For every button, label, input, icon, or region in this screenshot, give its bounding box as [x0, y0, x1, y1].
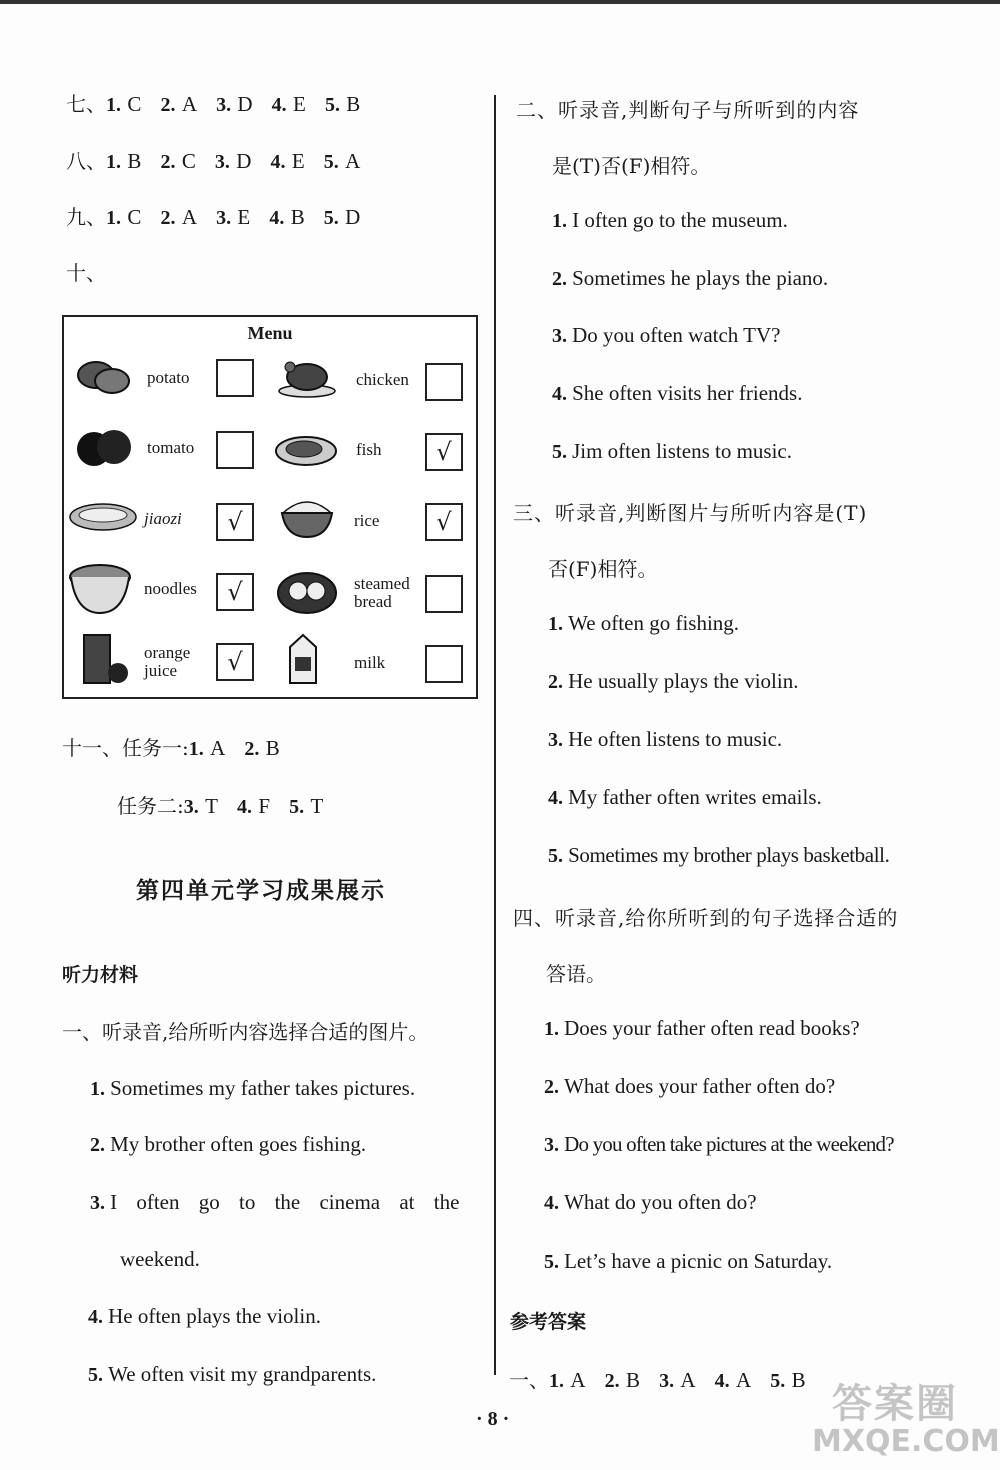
item-number: 1.	[552, 210, 567, 232]
part2-item	[552, 439, 792, 464]
item-text: He usually plays the violin.	[568, 669, 799, 693]
item-number: 3.	[544, 1134, 559, 1156]
item-text: What does your father often do?	[564, 1074, 836, 1098]
item-text: Jim often listens to music.	[572, 439, 792, 463]
part2-item	[552, 323, 780, 348]
part1-item	[88, 1304, 321, 1329]
checkbox-orange-juice[interactable]: √	[216, 643, 254, 681]
row-prefix: 一、	[509, 1368, 549, 1392]
item-number: 2.	[552, 268, 567, 290]
item-text: My father often writes emails.	[568, 785, 822, 809]
part3-item	[548, 785, 822, 810]
watermark-logo: 答案圈	[832, 1381, 958, 1427]
answer-row-7	[66, 88, 360, 117]
item-text: Sometimes my brother plays basketball.	[568, 843, 890, 867]
column-divider	[494, 95, 496, 1375]
page-number: · 8 ·	[476, 1408, 510, 1430]
part3-title-line1: 三、听录音,判断图片与所听内容是(T)	[513, 501, 868, 525]
item-number: 1.	[188, 738, 204, 760]
item-number: 4.	[269, 207, 285, 229]
item-number: 5.	[770, 1370, 786, 1392]
item-number: 3.	[216, 94, 232, 116]
item-text: Do you often watch TV?	[572, 323, 781, 347]
item-answer: B	[265, 736, 280, 760]
item-text: We often go fishing.	[568, 611, 740, 635]
part3-title-line2: 否(F)相符。	[548, 557, 658, 581]
potato-icon	[74, 355, 132, 397]
checkbox-rice[interactable]: √	[425, 503, 463, 541]
checkbox-steamed-bread[interactable]	[425, 575, 463, 613]
part4-title-line2: 答语。	[546, 962, 606, 986]
item-answer: D	[345, 205, 361, 229]
item-number: 4.	[271, 94, 287, 116]
item-number: 2.	[604, 1370, 620, 1392]
part3-item	[548, 669, 798, 694]
item-answer: C	[181, 149, 196, 173]
reference-answers-title: 参考答案	[510, 1311, 587, 1333]
part4-item	[544, 1132, 894, 1157]
item-answer: B	[791, 1368, 806, 1392]
part3-item	[548, 843, 889, 868]
item-number: 5.	[289, 796, 305, 818]
part1-item	[90, 1132, 366, 1157]
part3-item	[548, 727, 782, 752]
part4-item	[544, 1190, 757, 1215]
item-answer: D	[236, 149, 252, 173]
reference-answer-row-1	[509, 1364, 806, 1393]
part1-item	[90, 1190, 459, 1215]
part2-item	[552, 381, 802, 406]
part4-title-line1: 四、听录音,给你所听到的句子选择合适的	[513, 906, 899, 930]
item-number: 3.	[552, 325, 567, 347]
watermark-url: MXQE.COM	[812, 1424, 1000, 1459]
item-number: 2.	[160, 207, 176, 229]
item-answer: C	[127, 205, 142, 229]
item-number: 5.	[552, 441, 567, 463]
orange-juice-icon	[78, 631, 132, 687]
menu-item-milk: milk	[354, 653, 386, 672]
item-text: He often listens to music.	[568, 727, 783, 751]
menu-item-steamed-bread: steamed bread	[354, 574, 410, 611]
item-number: 5.	[323, 151, 339, 173]
menu-item-tomato: tomato	[147, 438, 195, 457]
item-answer: A	[181, 92, 197, 116]
item-number: 5.	[323, 207, 339, 229]
menu-item-noodles: noodles	[144, 579, 197, 598]
item-number: 4.	[544, 1192, 559, 1214]
part2-item	[552, 208, 788, 233]
item-number: 3.	[548, 729, 563, 751]
checkbox-milk[interactable]	[425, 645, 463, 683]
menu-item-fish: fish	[356, 440, 382, 459]
milk-carton-icon	[286, 633, 320, 685]
item-number: 2.	[90, 1134, 105, 1156]
row-prefix: 十一、任务一:	[62, 736, 189, 760]
item-number: 1.	[548, 613, 563, 635]
item-answer: E	[293, 92, 306, 116]
item-number: 1.	[90, 1078, 105, 1100]
part1-item-continued	[120, 1247, 200, 1272]
item-number: 1.	[106, 94, 121, 116]
item-answer: A	[680, 1368, 696, 1392]
item-number: 5.	[548, 845, 563, 867]
item-text: Sometimes my father takes pictures.	[110, 1076, 416, 1100]
roast-chicken-icon	[276, 355, 338, 399]
item-number: 3.	[216, 207, 232, 229]
checkbox-tomato[interactable]	[216, 431, 254, 469]
item-number: 1.	[549, 1370, 564, 1392]
item-number: 4.	[548, 787, 563, 809]
part3-item	[548, 611, 739, 636]
item-text: Let’s have a picnic on Saturday.	[564, 1249, 833, 1273]
item-number: 5.	[88, 1364, 103, 1386]
checkbox-potato[interactable]	[216, 359, 254, 397]
answer-row-11-task2	[117, 790, 323, 819]
item-answer: T	[310, 794, 324, 818]
item-text: She often visits her friends.	[572, 381, 803, 405]
item-text: What do you often do?	[564, 1190, 757, 1214]
checkbox-jiaozi[interactable]: √	[216, 503, 254, 541]
item-text: Does your father often read books?	[564, 1016, 860, 1040]
menu-item-orange-juice: orange juice	[144, 643, 191, 680]
answer-row-11-task1	[62, 732, 280, 761]
item-number: 4.	[714, 1370, 730, 1392]
item-answer: E	[291, 149, 305, 173]
item-answer: E	[237, 205, 251, 229]
item-number: 4.	[88, 1306, 103, 1328]
item-answer: D	[237, 92, 253, 116]
item-answer: A	[345, 149, 361, 173]
item-answer: B	[346, 92, 361, 116]
item-answer: A	[181, 205, 197, 229]
tomato-icon	[74, 425, 134, 469]
menu-item-rice: rice	[354, 511, 380, 530]
item-text: I often go to the museum.	[572, 208, 788, 232]
checkbox-fish[interactable]: √	[425, 433, 463, 471]
row-prefix: 七、	[66, 92, 106, 116]
item-answer: A	[570, 1368, 586, 1392]
item-text: We often visit my grandparents.	[108, 1362, 377, 1386]
answer-row-8	[66, 145, 360, 174]
item-answer: A	[210, 736, 226, 760]
item-answer: C	[127, 92, 142, 116]
part2-title-line1: 二、听录音,判断句子与所听到的内容	[516, 98, 860, 122]
item-answer: A	[736, 1368, 752, 1392]
checkbox-noodles[interactable]: √	[216, 573, 254, 611]
menu-item-jiaozi: jiaozi	[144, 509, 182, 528]
item-answer: B	[625, 1368, 640, 1392]
row-prefix: 任务二:	[117, 794, 184, 818]
menu-item-potato: potato	[147, 368, 190, 387]
item-answer: B	[290, 205, 305, 229]
part2-item	[552, 266, 828, 291]
part4-item	[544, 1074, 835, 1099]
part4-item	[544, 1016, 860, 1041]
item-answer: T	[205, 794, 218, 818]
answer-row-10-label: 十、	[66, 261, 106, 285]
item-number: 1.	[106, 151, 121, 173]
part1-title: 一、听录音,给所听内容选择合适的图片。	[62, 1020, 429, 1044]
answer-row-9	[66, 201, 360, 230]
item-text: My brother often goes fishing.	[110, 1132, 367, 1156]
item-number: 2.	[544, 1076, 559, 1098]
item-number: 3.	[183, 796, 199, 818]
listening-section-title: 听力材料	[62, 964, 139, 986]
item-number: 4.	[552, 383, 567, 405]
menu-box	[62, 315, 478, 699]
row-prefix: 八、	[66, 149, 106, 173]
item-text: He often plays the violin.	[108, 1304, 321, 1328]
item-text: Sometimes he plays the piano.	[572, 266, 829, 290]
noodles-bowl-icon	[68, 561, 132, 617]
item-number: 2.	[160, 94, 176, 116]
item-number: 2.	[244, 738, 260, 760]
item-number: 3.	[90, 1192, 105, 1214]
part1-item	[90, 1076, 415, 1101]
steamed-bread-icon	[276, 567, 338, 615]
menu-item-chicken: chicken	[356, 370, 409, 389]
item-text: weekend.	[120, 1247, 200, 1271]
top-border	[0, 0, 1000, 4]
unit-title: 第四单元学习成果展示	[136, 878, 386, 904]
item-text: Do you often take pictures at the weekend?	[564, 1132, 894, 1156]
part1-item	[88, 1362, 376, 1387]
item-number: 4.	[270, 151, 286, 173]
menu-title: Menu	[247, 323, 293, 343]
jiaozi-icon	[68, 497, 138, 535]
item-number: 2.	[160, 151, 176, 173]
row-prefix: 九、	[66, 205, 106, 229]
item-answer: B	[127, 149, 142, 173]
part4-item	[544, 1249, 832, 1274]
item-number: 1.	[544, 1018, 559, 1040]
part2-title-line2: 是(T)否(F)相符。	[552, 154, 711, 178]
item-number: 1.	[106, 207, 121, 229]
fish-dish-icon	[274, 425, 338, 469]
item-number: 5.	[544, 1251, 559, 1273]
item-text: I often go to the cinema at the	[110, 1190, 460, 1214]
rice-bowl-icon	[278, 491, 336, 541]
checkbox-chicken[interactable]	[425, 363, 463, 401]
item-number: 2.	[548, 671, 563, 693]
item-number: 3.	[659, 1370, 675, 1392]
item-number: 4.	[237, 796, 253, 818]
item-answer: F	[258, 794, 271, 818]
item-number: 3.	[214, 151, 230, 173]
item-number: 5.	[324, 94, 340, 116]
